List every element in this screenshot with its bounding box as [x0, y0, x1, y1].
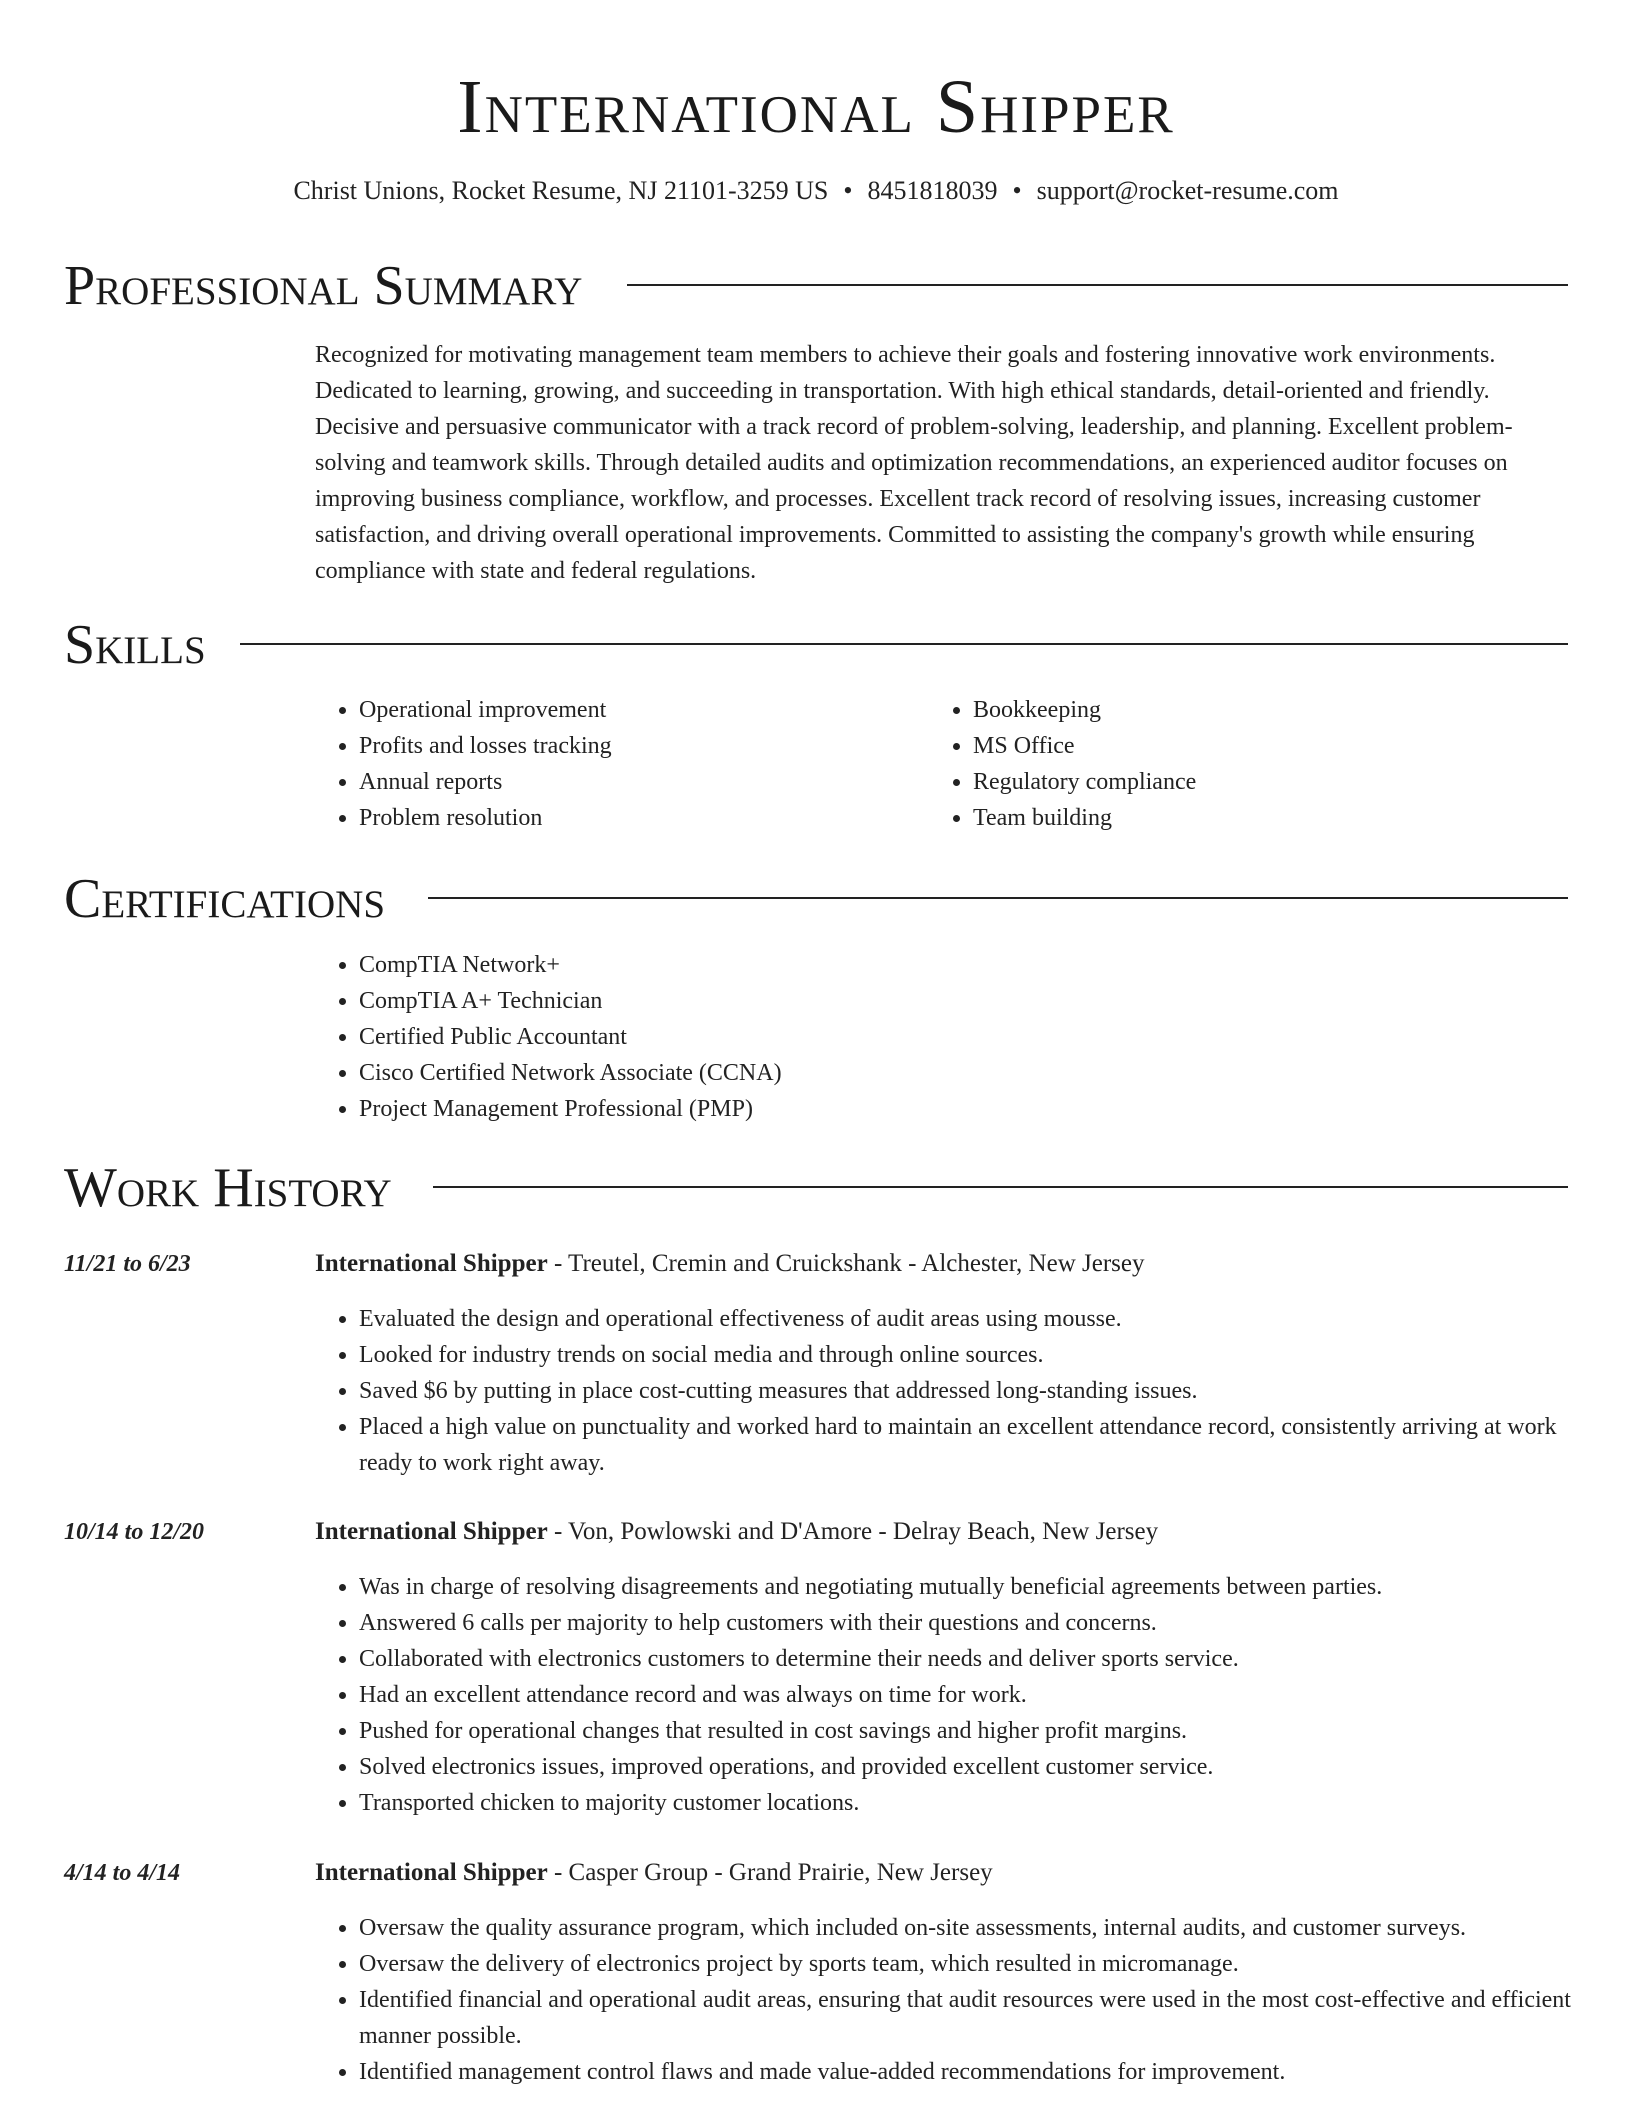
certification-item: • CompTIA A+ Technician	[359, 983, 1559, 1019]
job-bullets	[315, 1301, 1614, 1481]
job-bullet: • Saved $6 by putting in place cost-cutting measures that addressed long-standing issues.	[359, 1373, 1614, 1409]
job-bullet: • Looked for industry trends on social media and through online sources.	[359, 1337, 1614, 1373]
job-heading	[315, 1855, 993, 1891]
job-employer: - Von, Powlowski and D'Amore - Delray Beach, New Jersey	[547, 1518, 1159, 1545]
job-bullet: • Answered 6 calls per majority to help customers with their questions and concerns.	[359, 1605, 1614, 1641]
certification-item: • Cisco Certified Network Associate (CCNA)	[359, 1055, 1559, 1091]
section-title-work-history: Work History	[64, 1157, 392, 1219]
job-bullet: • Identified financial and operational audit areas, ensuring that audit resources were used in the most cost-effective and efficient manner possible.	[359, 1982, 1614, 2054]
job-title: International Shipper	[315, 1859, 548, 1886]
summary-text: Recognized for motivating management team members to achieve their goals and fostering innovative work environments. Dedicated to learning, growing, and succeeding in transportation. With high ethical standards, detail-oriented and friendly. Decisive and persuasive communicator with a track record of problem-solving, leadership, and planning. Excellent problem-solving and teamwork skills. Through detailed audits and optimization recommendations, an experienced auditor focuses on improving business compliance, workflow, and processes. Excellent track record of resolving issues, increasing customer satisfaction, and driving overall operational improvements. Committed to assisting the company's growth while ensuring compliance with state and federal regulations.	[315, 342, 1513, 584]
job-bullet: • Evaluated the design and operational effectiveness of audit areas using mousse.	[359, 1301, 1614, 1337]
job-bullet: • Solved electronics issues, improved operations, and provided excellent customer service.	[359, 1749, 1614, 1785]
job-bullet: • Collaborated with electronics customers to determine their needs and deliver sports service.	[359, 1641, 1614, 1677]
skill-item: • Problem resolution	[359, 800, 919, 836]
section-divider	[240, 643, 1568, 645]
job-bullets	[315, 1910, 1614, 2090]
skill-item: • Profits and losses tracking	[359, 728, 919, 764]
contact-email: support@rocket-resume.com	[1036, 176, 1339, 205]
certification-item: • Certified Public Accountant	[359, 1019, 1559, 1055]
skill-item: • Regulatory compliance	[973, 764, 1533, 800]
job-title: International Shipper	[315, 1250, 548, 1277]
skill-item: • Team building	[973, 800, 1533, 836]
section-divider	[627, 284, 1568, 286]
job-bullet: • Had an excellent attendance record and was always on time for work.	[359, 1677, 1614, 1713]
job-bullet: • Oversaw the delivery of electronics project by sports team, which resulted in micromanage.	[359, 1946, 1614, 1982]
skill-item: • Operational improvement	[359, 692, 919, 728]
job-bullet: • Identified management control flaws and made value-added recommendations for improvement.	[359, 2054, 1614, 2090]
section-title-certifications: Certifications	[64, 868, 386, 930]
job-employer: - Treutel, Cremin and Cruickshank - Alchester, New Jersey	[547, 1250, 1145, 1277]
job-bullet: • Oversaw the quality assurance program, which included on-site assessments, internal audits, and customer surveys.	[359, 1910, 1614, 1946]
job-bullet: • Placed a high value on punctuality and worked hard to maintain an excellent attendance record, consistently arriving at work ready to work right away.	[359, 1409, 1614, 1481]
contact-separator: •	[1012, 176, 1022, 205]
contact-separator: •	[843, 176, 853, 205]
job-bullet: • Was in charge of resolving disagreements and negotiating mutually beneficial agreements between parties.	[359, 1569, 1614, 1605]
contact-address: Christ Unions, Rocket Resume, NJ 21101-3259 US	[293, 176, 829, 205]
skills-list-right	[929, 692, 1533, 836]
certifications-list	[315, 947, 1559, 1127]
contact-phone: 8451818039	[867, 176, 998, 205]
candidate-name: International Shipper	[457, 65, 1175, 149]
skill-item: • Annual reports	[359, 764, 919, 800]
job-bullets	[315, 1569, 1614, 1821]
certification-item: • CompTIA Network+	[359, 947, 1559, 983]
job-heading	[315, 1514, 1158, 1550]
section-title-summary: Professional Summary	[64, 255, 583, 317]
section-divider	[428, 897, 1568, 899]
job-dates: 11/21 to 6/23	[64, 1251, 191, 1277]
contact-line	[0, 174, 1632, 208]
job-title: International Shipper	[315, 1518, 548, 1545]
job-employer: - Casper Group - Grand Prairie, New Jersey	[547, 1859, 993, 1886]
certification-item: • Project Management Professional (PMP)	[359, 1091, 1559, 1127]
skill-item: • MS Office	[973, 728, 1533, 764]
job-dates: 4/14 to 4/14	[64, 1860, 181, 1886]
job-bullet: • Pushed for operational changes that resulted in cost savings and higher profit margins.	[359, 1713, 1614, 1749]
skill-item: • Bookkeeping	[973, 692, 1533, 728]
job-dates: 10/14 to 12/20	[64, 1519, 205, 1545]
job-bullet: • Transported chicken to majority customer locations.	[359, 1785, 1614, 1821]
skills-list-left	[315, 692, 919, 836]
section-divider	[433, 1186, 1568, 1188]
section-title-skills: Skills	[64, 614, 206, 676]
job-heading	[315, 1246, 1144, 1282]
